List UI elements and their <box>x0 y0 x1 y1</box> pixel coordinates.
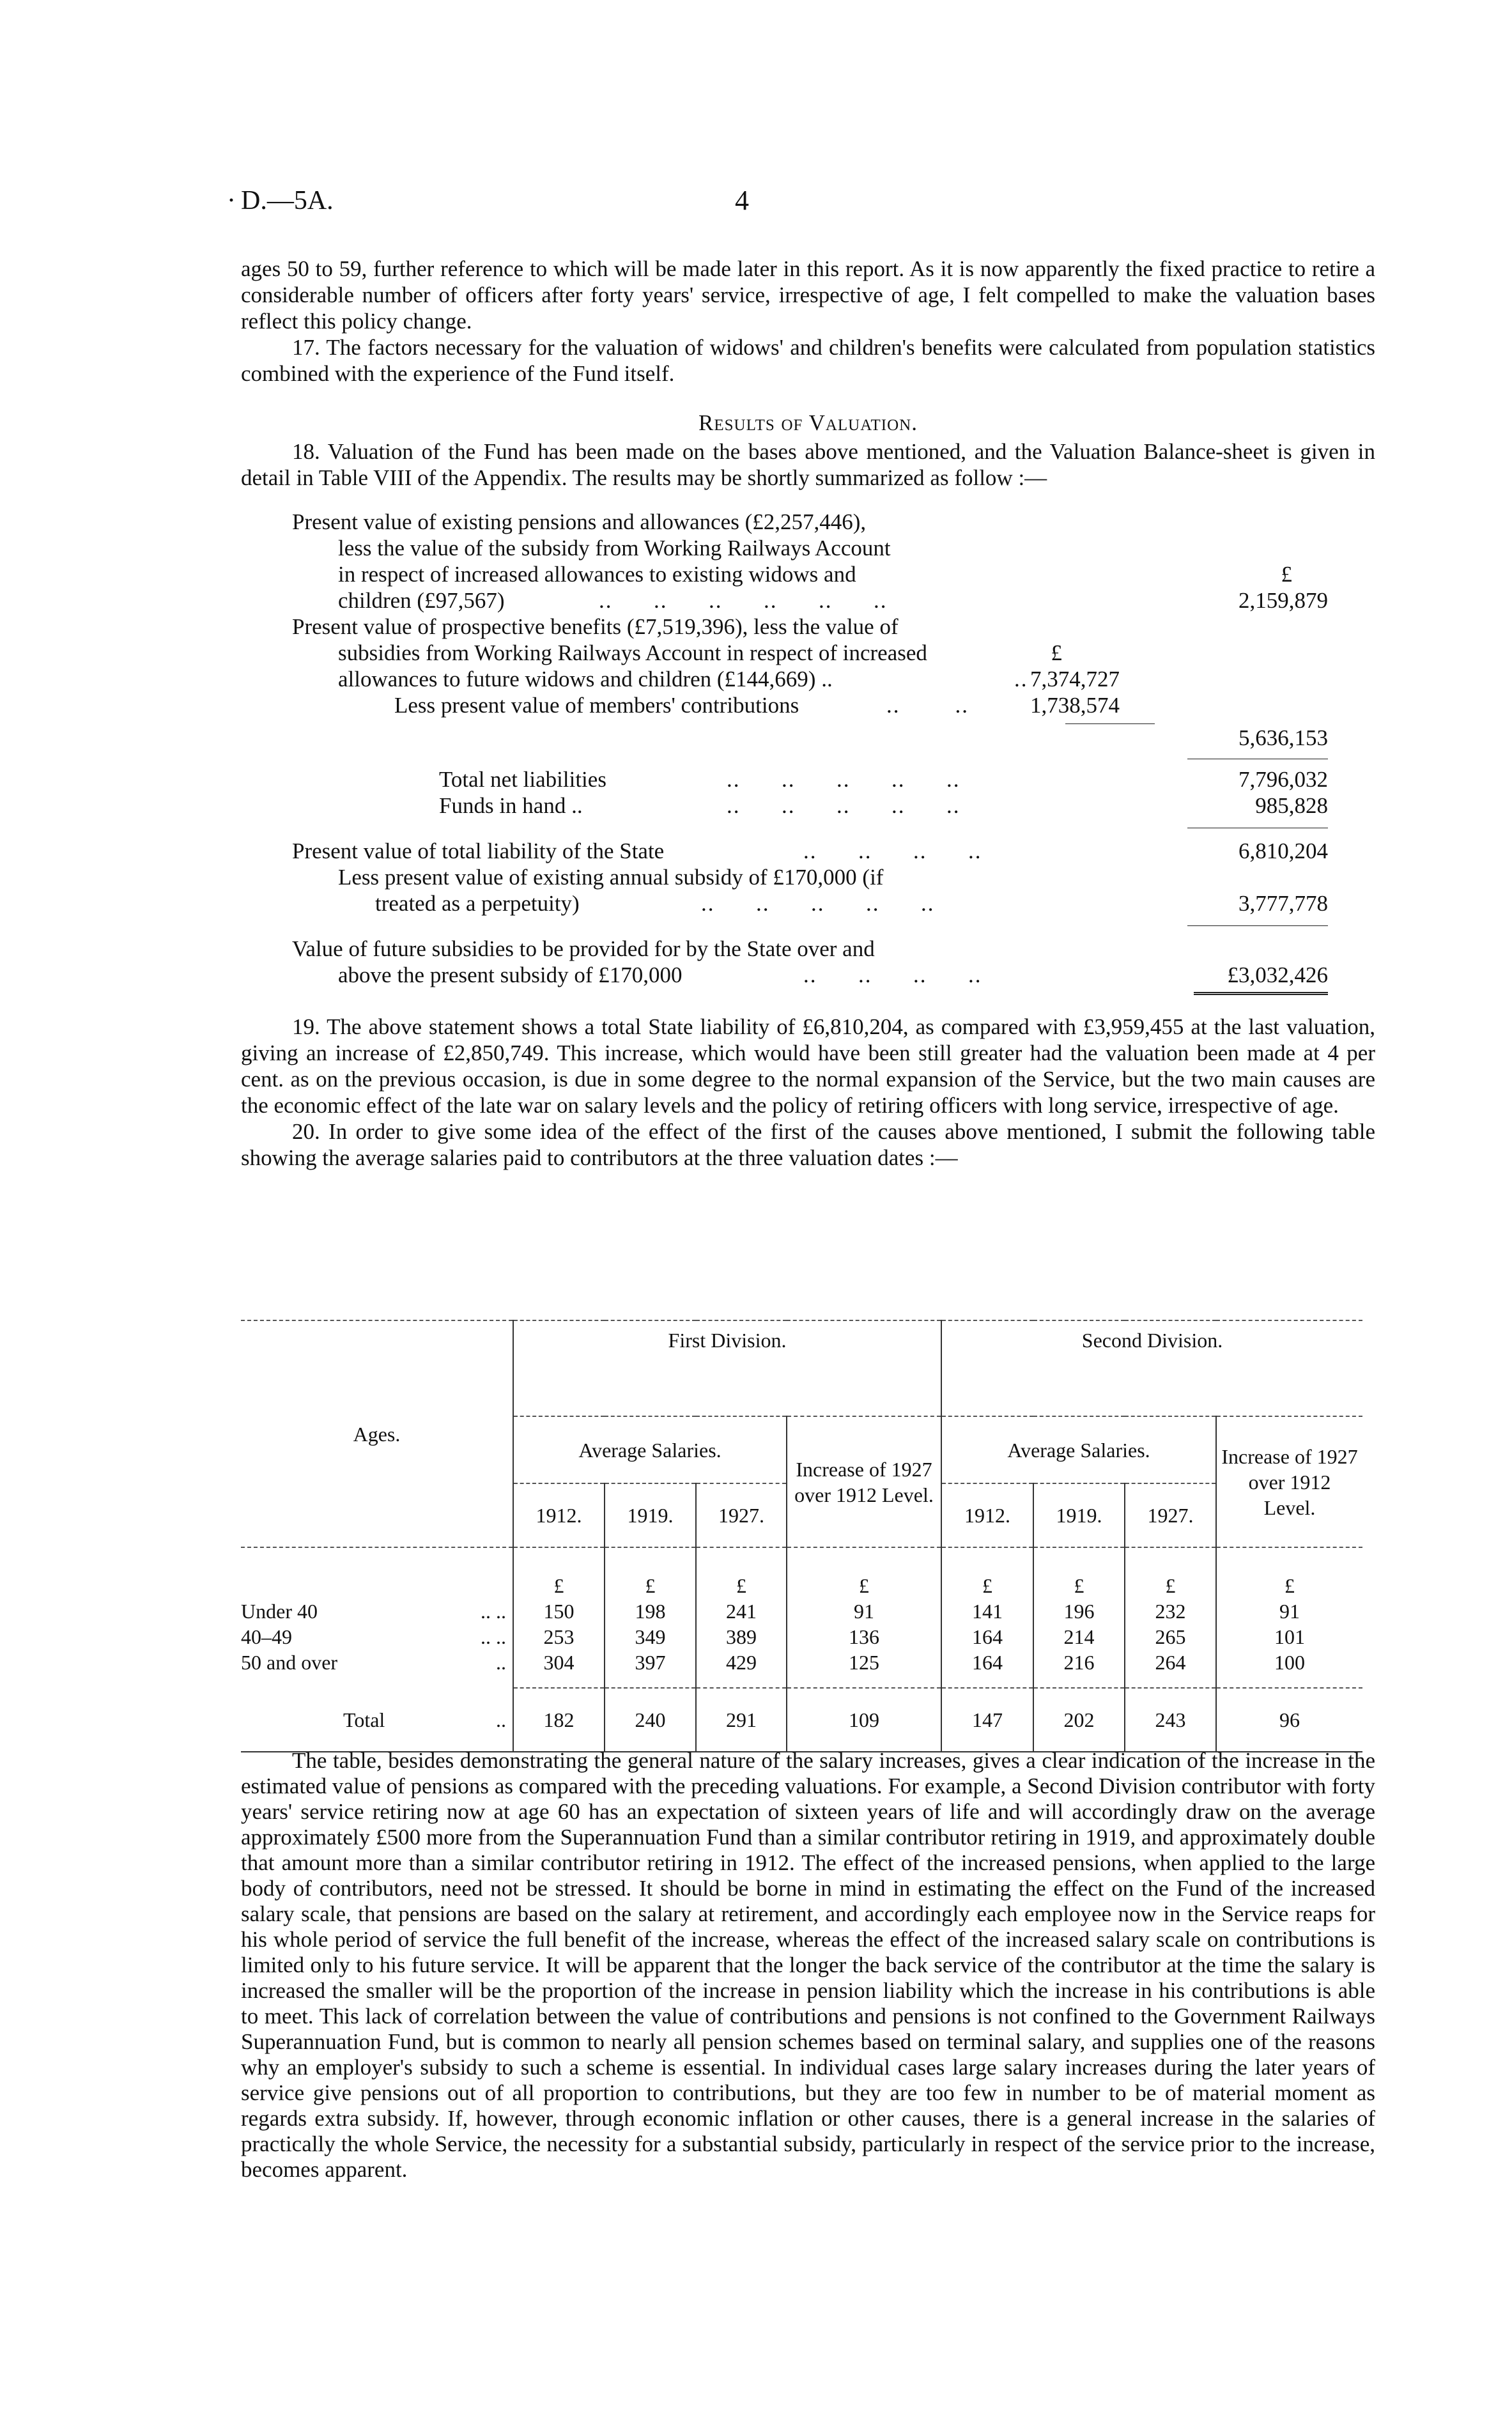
document-code: D.—5A. <box>241 186 334 215</box>
year-header: 1927. <box>1125 1483 1216 1547</box>
cell: 265 <box>1125 1624 1216 1650</box>
cell: 196 <box>1033 1598 1125 1624</box>
rule <box>1187 925 1328 926</box>
year-header: 1927. <box>696 1483 787 1547</box>
bs-line: Total net liabilities <box>439 767 606 792</box>
bs-value: 985,828 <box>1255 793 1328 818</box>
currency-symbol: £ <box>1216 1547 1362 1598</box>
rule <box>1065 723 1155 724</box>
leader-dots: .. .. <box>481 1625 506 1648</box>
paragraph-table-discussion: The table, besides demonstrating the general nature of the salary increases, gives a clear indication of the increase in the estimated value of pensions as compared with the preceding valuations. For example, a Second Division contributor with forty years' service retiring now at age 60 has an expectation of sixteen years of life and will accordingly draw on the average approximately £500 more from the Superannuation Fund than a similar contributor retiring in 1919, and approximately double that amount more than a similar contributor retiring in 1912. The effect of the increased pensions, when applied to the large body of contributors, need not be stressed. It should be borne in mind in estimating the effect on the Fund of the increased salary scale, that pensions are based on the salary at retirement, and accordingly each employee now in the Service reaps for his whole period of service the full benefit of the increase, whereas the effect of the increased salary scale on contributions is limited only to his future service. It will be apparent that the longer the back service of the contributor at the time the salary is increased the smaller will be the proportion of the increase in pension liability which the increase in his contributions is able to meet. This lack of correlation between the value of contributions and pensions is not confined to the Government Railways Superannuation Fund, but is common to nearly all pension schemes based on terminal salary, and supplies one of the reasons why an employer's subsidy to such a scheme is essential. In individual cases large salary increases during the later years of service give pensions out of all proportion to contributions, but they are too few in number to be of material moment as regards extra subsidy. If, however, through economic inflation or other causes, there is a general increase in the salaries of practically the whole Service, the necessity for a substantial subsidy, particularly in respect of the service prior to the increase, becomes apparent. <box>241 1748 1375 2182</box>
cell: 182 <box>513 1688 605 1752</box>
paragraph-18: 18. Valuation of the Fund has been made on the bases above mentioned, and the Valuation Balance-sheet is given in detail in Table VIII of the Appendix. The results may be shortly summarized as follow :— <box>241 439 1375 490</box>
leader-dots: .. .. <box>886 693 969 718</box>
bs-value: 1,738,574 <box>1030 693 1120 718</box>
cell: 109 <box>787 1688 941 1752</box>
cell: 232 <box>1125 1598 1216 1624</box>
cell: 214 <box>1033 1624 1125 1650</box>
currency-symbol: £ <box>1281 562 1292 587</box>
age-label: 50 and over <box>241 1651 338 1674</box>
increase-header: Increase of 1927 over 1912 Level. <box>1216 1416 1362 1547</box>
ages-header: Ages. <box>353 1422 401 1446</box>
paragraph-20: 20. In order to give some idea of the effect of the first of the causes above mentioned, I submit the following table showing the average salaries paid to contributors at the three valuation dates :— <box>241 1119 1375 1170</box>
bs-line: Present value of total liability of the State <box>292 839 665 863</box>
age-label: Under 40 <box>241 1600 318 1623</box>
leader-dots: .. <box>496 1651 506 1674</box>
cell: 91 <box>1216 1598 1362 1624</box>
leader-dots: .. .. .. .. <box>803 839 982 863</box>
cell: 147 <box>941 1688 1033 1752</box>
leader-dots: .. .. .. .. .. <box>727 793 960 818</box>
cell: 349 <box>605 1624 696 1650</box>
leader-dots: .. .. .. .. .. .. <box>599 588 888 613</box>
leader-dots: .. .. .. .. .. <box>727 767 960 792</box>
first-division-header: First Division. <box>513 1320 941 1416</box>
cell: 96 <box>1216 1688 1362 1752</box>
cell: 101 <box>1216 1624 1362 1650</box>
section-heading: Results of Valuation. <box>698 410 918 435</box>
cell: 304 <box>513 1650 605 1688</box>
margin-mark: · <box>227 186 236 215</box>
cell: 241 <box>696 1598 787 1624</box>
bs-line: in respect of increased allowances to existing widows and <box>338 562 856 587</box>
bs-line: Present value of prospective benefits (£7,519,396), less the value of <box>292 614 899 639</box>
avg-salaries-header: Average Salaries. <box>513 1416 787 1483</box>
currency-symbol: £ <box>1051 640 1062 665</box>
bs-line: Value of future subsidies to be provided for by the State over and <box>292 936 875 961</box>
cell: 125 <box>787 1650 941 1688</box>
year-header: 1912. <box>941 1483 1033 1547</box>
paragraph-continuation: ages 50 to 59, further reference to which will be made later in this report. As it is now apparently the fixed practice to retire a considerable number of officers after forty years' service, irrespective of age, I felt compelled to make the valuation bases reflect this policy change. <box>241 256 1375 334</box>
bs-line: less the value of the subsidy from Working Railways Account <box>338 536 891 561</box>
leader-dots: .. .. .. .. .. <box>701 891 935 916</box>
currency-symbol: £ <box>513 1547 605 1598</box>
upper-text <box>241 256 1375 1171</box>
leader-dots: .. <box>1014 667 1028 692</box>
leader-dots: .. .. .. .. <box>803 963 982 987</box>
cell: 216 <box>1033 1650 1125 1688</box>
cell: 429 <box>696 1650 787 1688</box>
bs-value: 7,796,032 <box>1238 767 1328 792</box>
year-header: 1919. <box>1033 1483 1125 1547</box>
currency-symbol: £ <box>787 1547 941 1598</box>
cell: 198 <box>605 1598 696 1624</box>
currency-symbol: £ <box>696 1547 787 1598</box>
bs-value: 6,810,204 <box>1238 839 1328 863</box>
bs-line: above the present subsidy of £170,000 <box>338 963 683 987</box>
table-row <box>241 1624 1362 1650</box>
cell: 141 <box>941 1598 1033 1624</box>
table-row <box>241 1650 1362 1688</box>
cell: 100 <box>1216 1650 1362 1688</box>
bs-line: Less present value of members' contributions <box>394 693 799 718</box>
bs-line: children (£97,567) <box>338 588 505 613</box>
age-label: 40–49 <box>241 1625 292 1648</box>
year-header: 1912. <box>513 1483 605 1547</box>
bs-value-final: £3,032,426 <box>1227 963 1328 987</box>
avg-salaries-header: Average Salaries. <box>941 1416 1216 1483</box>
bs-line: Funds in hand .. <box>439 793 583 818</box>
cell: 243 <box>1125 1688 1216 1752</box>
valuation-balance-sheet <box>241 509 1375 1001</box>
bs-line: subsidies from Working Railways Account in respect of increased <box>338 640 927 665</box>
bs-value: 7,374,727 <box>1030 667 1120 692</box>
bs-value: 5,636,153 <box>1238 725 1328 750</box>
cell: 202 <box>1033 1688 1125 1752</box>
bs-value: 2,159,879 <box>1238 588 1328 613</box>
cell: 136 <box>787 1624 941 1650</box>
second-division-header: Second Division. <box>941 1320 1362 1416</box>
currency-symbol: £ <box>941 1547 1033 1598</box>
currency-symbol: £ <box>605 1547 696 1598</box>
leader-dots: .. .. <box>481 1600 506 1623</box>
cell: 253 <box>513 1624 605 1650</box>
total-label: Total <box>343 1708 385 1731</box>
cell: 264 <box>1125 1650 1216 1688</box>
cell: 164 <box>941 1624 1033 1650</box>
cell: 164 <box>941 1650 1033 1688</box>
bs-value: 3,777,778 <box>1238 891 1328 916</box>
cell: 91 <box>787 1598 941 1624</box>
increase-header: Increase of 1927 over 1912 Level. <box>787 1416 941 1547</box>
double-rule <box>1194 992 1328 995</box>
cell: 150 <box>513 1598 605 1624</box>
cell: 389 <box>696 1624 787 1650</box>
cell: 291 <box>696 1688 787 1752</box>
bs-line: Present value of existing pensions and allowances (£2,257,446), <box>292 509 867 534</box>
currency-symbol: £ <box>1033 1547 1125 1598</box>
leader-dots: .. <box>496 1708 506 1731</box>
total-row <box>241 1688 1362 1752</box>
page-number: 4 <box>735 185 749 216</box>
paragraph-17: 17. The factors necessary for the valuation of widows' and children's benefits were calculated from population statistics combined with the experience of the Fund itself. <box>241 335 1375 386</box>
cell: 397 <box>605 1650 696 1688</box>
currency-symbol: £ <box>1125 1547 1216 1598</box>
paragraph-19: 19. The above statement shows a total State liability of £6,810,204, as compared with £3,959,455 at the last valuation, giving an increase of £2,850,749. This increase, which would have been still greater had the valuation been made at 4 per cent. as on the previous occasion, is due in some degree to the normal expansion of the Service, but the two main causes are the economic effect of the late war on salary levels and the policy of retiring officers with long service, irrespective of age. <box>241 1014 1375 1118</box>
currency-row <box>241 1547 1362 1598</box>
bs-line: allowances to future widows and children (£144,669) .. <box>338 667 833 692</box>
bs-line: treated as a perpetuity) <box>375 891 580 916</box>
average-salaries-table <box>241 1320 1362 1752</box>
table-row <box>241 1598 1362 1624</box>
bs-line: Less present value of existing annual subsidy of £170,000 (if <box>338 865 884 890</box>
year-header: 1919. <box>605 1483 696 1547</box>
lower-text <box>241 1748 1375 2183</box>
cell: 240 <box>605 1688 696 1752</box>
